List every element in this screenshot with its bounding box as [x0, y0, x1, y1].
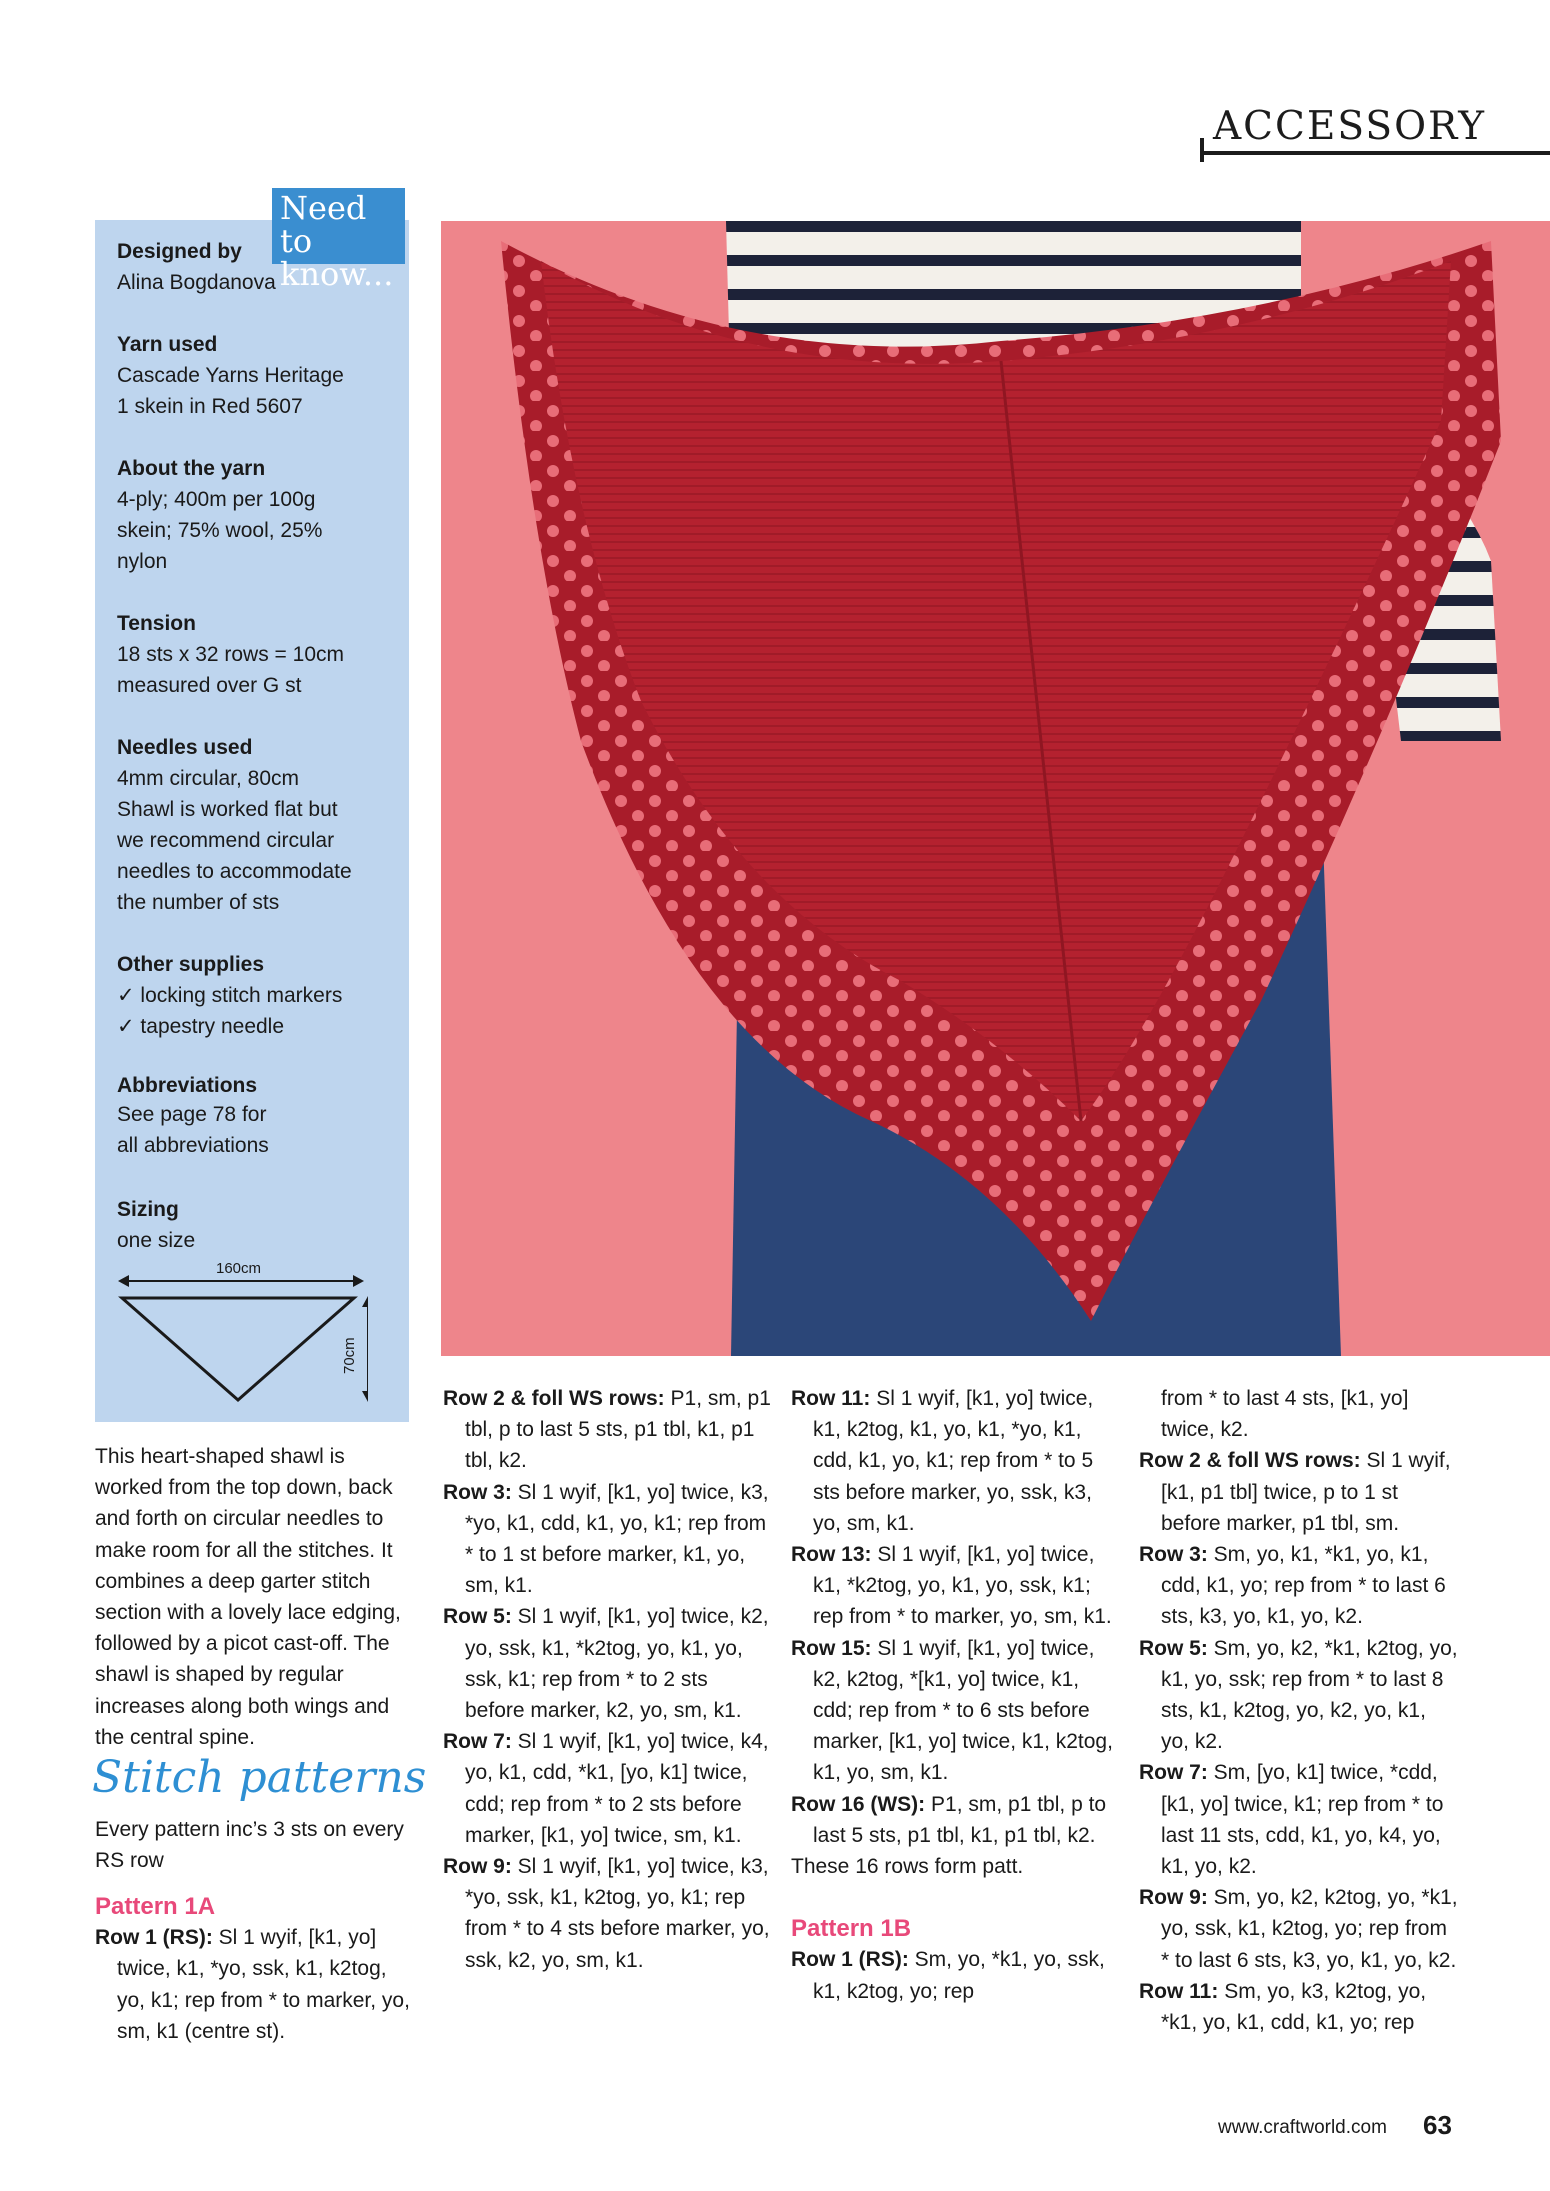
about-yarn-line: nylon: [117, 550, 168, 573]
row-label: Row 7:: [1139, 1761, 1208, 1785]
row-text: Sm, yo, k2, *k1, k2tog, yo, k1, yo, ssk; rep from * to last 8 sts, k1, k2tog, yo, k2, yo, k1, yo, k2.: [1161, 1636, 1458, 1754]
pattern-row: [1139, 1757, 1459, 1882]
pattern-row: [1139, 1539, 1459, 1633]
tension-heading: Tension: [117, 612, 196, 635]
pattern-row: [1139, 1633, 1459, 1758]
row-text: Sl 1 wyif, [k1, yo] twice, k3, *yo, ssk, k1, k2tog, yo, k1; rep from * to 4 sts before marker, yo, ssk, k2, yo, sm, k1.: [465, 1855, 770, 1972]
about-yarn-heading: About the yarn: [117, 457, 266, 480]
needles-section: [117, 732, 407, 918]
sizing-section: [117, 1194, 407, 1256]
section-label: ACCESSORY: [1213, 104, 1486, 149]
row-text: Sl 1 wyif, [k1, yo] twice, k1, k2tog, k1, yo, k1, *yo, k1, cdd, k1, yo, k1; rep from * to 5 sts before marker, yo, ssk, k3, yo, sm, k1.: [813, 1387, 1094, 1535]
row-label: Row 13:: [791, 1543, 872, 1567]
yarn-line: Cascade Yarns Heritage: [117, 364, 344, 387]
yarn-line: 1 skein in Red 5607: [117, 395, 303, 418]
shawl-triangle: [122, 1298, 354, 1400]
arrow-head-left: [118, 1275, 129, 1287]
row-label: Row 1 (RS):: [791, 1948, 909, 1972]
row-label: Row 2 & foll WS rows:: [443, 1387, 665, 1410]
row-text: Sl 1 wyif, [k1, yo] twice, k4, yo, k1, cdd, *k1, [yo, k1] twice, cdd; rep from * to 2 sts before marker, [k1, yo] twice, sm, k1.: [465, 1730, 769, 1847]
sizing-heading: Sizing: [117, 1198, 179, 1221]
designer-section: [117, 236, 407, 298]
pattern-row: [791, 1539, 1121, 1633]
row-text: Sm, yo, k3, k2tog, yo, *k1, yo, k1, cdd, k1, yo; rep: [1161, 1979, 1427, 2035]
pattern-row: [443, 1601, 773, 1726]
pattern-row: [1139, 1445, 1459, 1539]
supplies-section: [117, 949, 407, 1042]
stitch-patterns-heading: Stitch patterns: [92, 1752, 427, 1803]
row-label: Row 3:: [443, 1480, 512, 1504]
about-yarn-section: [117, 453, 407, 577]
row-label: Row 9:: [1139, 1886, 1208, 1910]
designer-heading: Designed by: [117, 240, 242, 263]
row-text: Sm, yo, k1, *k1, yo, k1, cdd, k1, yo; rep from * to last 6 sts, k3, yo, k1, yo, k2.: [1161, 1543, 1446, 1629]
row-label: Row 5:: [1139, 1636, 1208, 1660]
row-text: Sm, yo, *k1, yo, ssk, k1, k2tog, yo; rep: [813, 1948, 1105, 2003]
row-label: Row 1 (RS):: [95, 1926, 213, 1950]
header-rule-tick: [1200, 138, 1204, 162]
abbreviations-line: See page 78 for: [117, 1103, 267, 1126]
row-text: Sl 1 wyif, [k1, yo] twice, k1, *yo, ssk, k1, k2tog, yo, k1; rep from * to marker, yo, sm, k1 (centre st).: [117, 1926, 410, 2043]
row-text: Sm, [yo, k1] twice, *cdd, [k1, yo] twice, k1; rep from * to last 11 sts, cdd, k1, yo, k4, yo, k1, yo, k2.: [1161, 1761, 1444, 1879]
row-label: Row 11:: [1139, 1979, 1219, 2003]
row-text: Sl 1 wyif, [k1, yo] twice, k2, yo, ssk, k1, *k2tog, yo, k1, yo, ssk, k1; rep from * to 2 sts before marker, k2, yo, sm, k1.: [465, 1605, 769, 1723]
row-text: Sl 1 wyif, [k1, yo] twice, k1, *k2tog, yo, k1, yo, ssk, k1; rep from * to marker, yo, sm, k1.: [813, 1543, 1112, 1629]
abbreviations-section: [117, 1073, 407, 1161]
row-label: Row 7:: [443, 1730, 512, 1754]
column-4: [1139, 1383, 1459, 2038]
pattern-row: [443, 1383, 773, 1477]
header-rule: [1200, 151, 1550, 155]
pattern-row: [95, 1922, 415, 2047]
page-number: 63: [1423, 2110, 1452, 2140]
row-label: Row 11:: [791, 1387, 871, 1410]
row-label: Row 2 & foll WS rows:: [1139, 1449, 1361, 1473]
column-3: [791, 1383, 1121, 2007]
arrow-head-up: [362, 1296, 368, 1307]
designer-name: Alina Bogdanova: [117, 271, 276, 294]
height-label: 70cm: [341, 1337, 358, 1374]
column-1: [95, 1891, 415, 2047]
pattern-1b-heading: Pattern 1B: [791, 1915, 912, 1943]
website-url: www.craftworld.com: [1218, 2117, 1387, 2138]
row-label: Row 15:: [791, 1636, 872, 1660]
tension-line: 18 sts x 32 rows = 10cm: [117, 643, 345, 666]
row-text: Sl 1 wyif, [k1, yo] twice, k2, k2tog, *[k1, yo] twice, k1, cdd; rep from * to 6 sts before marker, [k1, yo] twice, k1, k2tog, k1, yo, sm, k1.: [813, 1636, 1113, 1785]
row-label: Row 16 (WS):: [791, 1792, 926, 1816]
shawl-size-diagram: [118, 1256, 368, 1406]
row-continuation: from * to last 4 sts, [k1, yo] twice, k2.: [1161, 1387, 1409, 1442]
pattern-row: [1139, 1882, 1459, 1976]
intro-paragraph: This heart-shaped shawl is worked from the top down, back and forth on circular needles to make room for all the stitches. It combines a deep garter stitch section with a lovely lace edging, followed by a picot cast-off. The shawl is shaped by regular increases along both wings and the central spine.: [95, 1445, 401, 1749]
needles-line: Shawl is worked flat but: [117, 798, 338, 821]
badge-line-1: Need to: [280, 189, 367, 260]
about-yarn-line: skein; 75% wool, 25%: [117, 519, 323, 542]
pattern-closing: These 16 rows form patt.: [791, 1855, 1024, 1879]
needles-heading: Needles used: [117, 736, 253, 759]
row-text: P1, sm, p1 tbl, p to last 5 sts, p1 tbl, k1, p1 tbl, k2.: [465, 1387, 771, 1473]
needles-line: the number of sts: [117, 891, 280, 914]
pattern-row: [443, 1851, 773, 1976]
tension-section: [117, 608, 407, 701]
yarn-section: [117, 329, 407, 422]
width-label: 160cm: [216, 1260, 262, 1277]
pattern-row: [1139, 1976, 1459, 2038]
sidebar-content: [117, 236, 407, 1287]
row-text: Sm, yo, k2, k2tog, yo, *k1, yo, ssk, k1, k2tog, yo; rep from * to last 6 sts, k3, yo, k1, yo, k2.: [1161, 1886, 1458, 1972]
needles-line: needles to accommodate: [117, 860, 352, 883]
about-yarn-line: 4-ply; 400m per 100g: [117, 488, 316, 511]
abbreviations-heading: Abbreviations: [117, 1074, 258, 1097]
pattern-row: [791, 1944, 1121, 2006]
column-2: [443, 1383, 773, 1976]
needles-line: 4mm circular, 80cm: [117, 767, 300, 790]
row-text: Sl 1 wyif, [k1, p1 tbl] twice, p to 1 st before marker, p1 tbl, sm.: [1161, 1449, 1451, 1535]
row-text: Sl 1 wyif, [k1, yo] twice, k3, *yo, k1, cdd, k1, yo, k1; rep from * to 1 st before marker, k1, yo, sm, k1.: [465, 1480, 769, 1598]
abbreviations-line: all abbreviations: [117, 1134, 269, 1157]
pattern-row: [443, 1726, 773, 1851]
sizing-line: one size: [117, 1229, 196, 1252]
stitch-patterns-note: Every pattern inc’s 3 sts on every RS row: [95, 1818, 404, 1872]
row-label: Row 5:: [443, 1605, 512, 1629]
pattern-row: [443, 1477, 773, 1602]
supplies-heading: Other supplies: [117, 953, 265, 976]
pattern-row: [791, 1383, 1121, 1539]
pattern-row: [791, 1633, 1121, 1789]
supplies-line: ✓ tapestry needle: [117, 1015, 285, 1038]
yarn-heading: Yarn used: [117, 333, 218, 356]
row-label: Row 9:: [443, 1855, 512, 1879]
arrow-head-right: [353, 1275, 364, 1287]
pattern-row: [791, 1789, 1121, 1851]
arrow-head-down: [362, 1391, 368, 1402]
supplies-line: ✓ locking stitch markers: [117, 984, 343, 1007]
row-text: P1, sm, p1 tbl, p to last 5 sts, p1 tbl, k1, p1 tbl, k2.: [813, 1792, 1107, 1847]
badge-line-2: know...: [280, 255, 394, 293]
pattern-1a-heading: Pattern 1A: [95, 1893, 216, 1920]
row-label: Row 3:: [1139, 1543, 1208, 1567]
needles-line: we recommend circular: [117, 829, 335, 852]
shawl-photo: [441, 221, 1550, 1356]
tension-line: measured over G st: [117, 674, 302, 697]
